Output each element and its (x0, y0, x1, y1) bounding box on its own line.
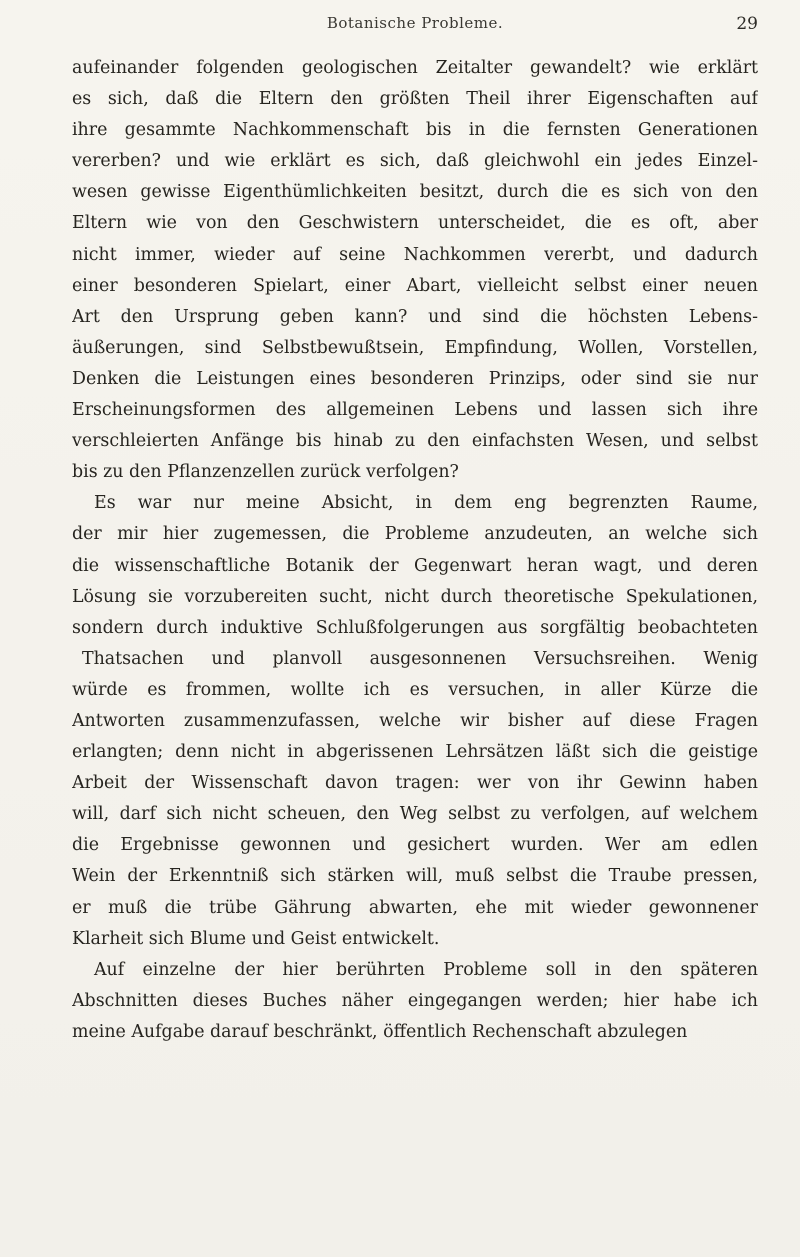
text-line: aufeinander folgenden geologischen Zeitalter gewandelt? wie erklärt (72, 58, 758, 78)
paragraph-start-line: Auf einzelne der hier berührten Probleme soll in den späteren (94, 959, 758, 980)
text-line: Abschnitten dieses Buches näher eingegangen werden; hier habe ich (72, 990, 758, 1011)
page-header (72, 14, 758, 40)
text-line: sondern durch induktive Schlußfolgerungen aus sorgfältig beobachteten (72, 617, 758, 638)
text-line: verschleierten Anfänge bis hinab zu den einfachsten Wesen, und selbst (72, 431, 758, 452)
page-number: 29 (736, 14, 758, 34)
text-line: meine Aufgabe darauf beschränkt, öffentlich Rechenschaft abzulegen (72, 1021, 688, 1042)
text-line: der mir hier zugemessen, die Probleme anzudeuten, an welche sich (72, 524, 758, 545)
text-line: die Ergebnisse gewonnen und gesichert wurden. Wer am edlen (72, 835, 758, 856)
text-line: einer besonderen Spielart, einer Abart, vielleicht selbst einer neuen (72, 275, 758, 296)
text-line: nicht immer, wieder auf seine Nachkommen vererbt, und dadurch (72, 244, 758, 265)
text-line: Klarheit sich Blume und Geist entwickelt. (72, 928, 440, 949)
paragraph-start-line: Es war nur meine Absicht, in dem eng begrenzten Raume, (94, 493, 758, 514)
text-line: Thatsachen und planvoll ausgesonnenen Versuchsreihen. Wenig (82, 648, 758, 669)
text-line: Erscheinungsformen des allgemeinen Lebens und lassen sich ihre (72, 400, 758, 421)
running-title: Botanische Probleme. (326, 14, 504, 32)
text-line: Denken die Leistungen eines besonderen Prinzips, oder sind sie nur (72, 368, 758, 389)
text-line: es sich, daß die Eltern den größten Theil ihrer Eigenschaften auf (72, 89, 758, 110)
text-line: bis zu den Pflanzenzellen zurück verfolgen? (72, 462, 459, 483)
text-line: ihre gesammte Nachkommenschaft bis in die fernsten Generationen (72, 120, 758, 141)
text-line: Arbeit der Wissenschaft davon tragen: wer von ihr Gewinn haben (72, 773, 758, 794)
text-line: die wissenschaftliche Botanik der Gegenwart heran wagt, und deren (72, 555, 758, 576)
text-line: Wein der Erkenntniß sich stärken will, muß selbst die Traube pressen, (72, 866, 758, 887)
text-line: äußerungen, sind Selbstbewußtsein, Empfindung, Wollen, Vorstellen, (72, 337, 758, 358)
text-line: Lösung sie vorzubereiten sucht, nicht durch theoretische Spekulationen, (72, 586, 758, 607)
text-line: erlangten; denn nicht in abgerissenen Lehrsätzen läßt sich die geistige (72, 742, 758, 763)
text-line: er muß die trübe Gährung abwarten, ehe mit wieder gewonnener (72, 897, 758, 918)
body-text (72, 53, 758, 1048)
text-line: würde es frommen, wollte ich es versuchen, in aller Kürze die (72, 679, 758, 700)
text-line: Art den Ursprung geben kann? und sind die höchsten Lebens- (72, 306, 758, 327)
text-line: Antworten zusammenzufassen, welche wir bisher auf diese Fragen (72, 710, 758, 731)
text-line: will, darf sich nicht scheuen, den Weg selbst zu verfolgen, auf welchem (72, 804, 758, 825)
text-line: Eltern wie von den Geschwistern unterscheidet, die es oft, aber (72, 213, 758, 234)
text-line: vererben? und wie erklärt es sich, daß gleichwohl ein jedes Einzel- (72, 151, 758, 172)
text-line: wesen gewisse Eigenthümlichkeiten besitzt, durch die es sich von den (72, 182, 758, 203)
